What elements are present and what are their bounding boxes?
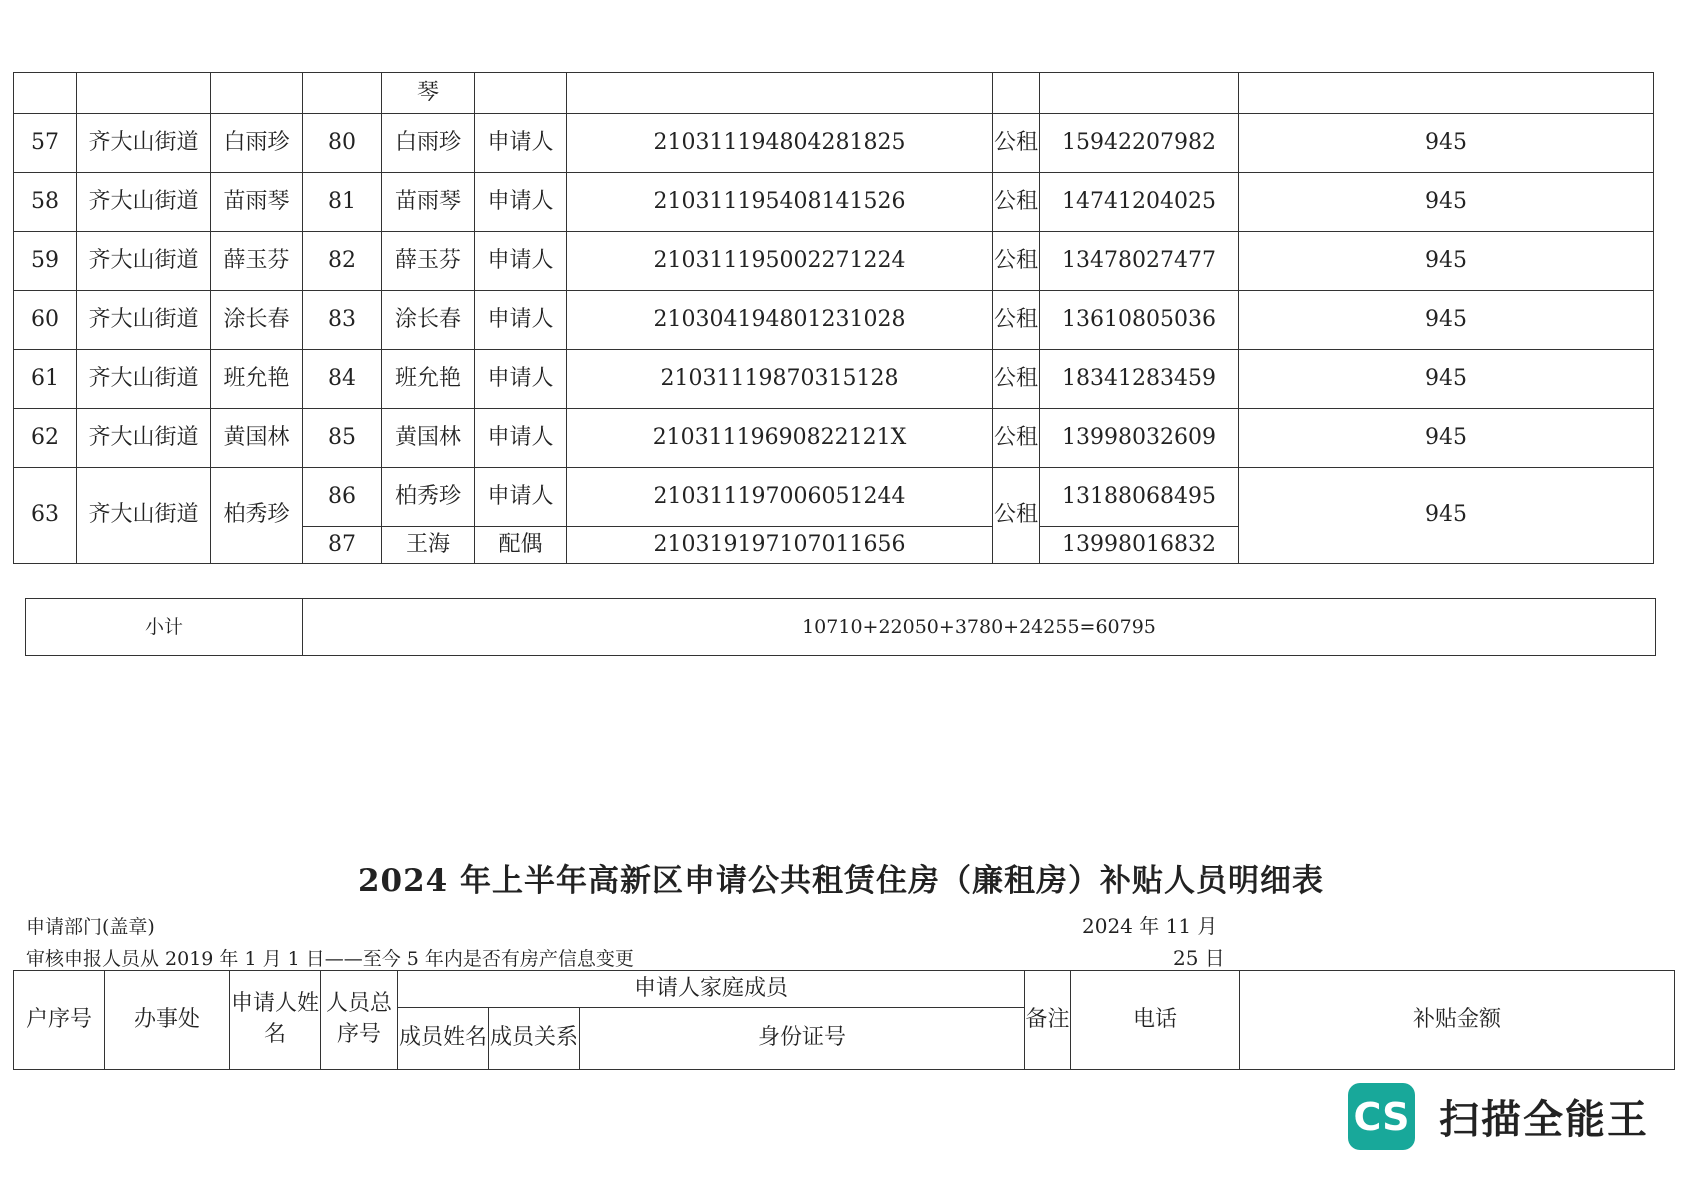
cell <box>993 73 1040 114</box>
phone-cell: 14741204025 <box>1040 173 1239 232</box>
phone-cell: 18341283459 <box>1040 350 1239 409</box>
header-member-name: 成员姓名 <box>398 1008 489 1070</box>
total-no-cell: 84 <box>303 350 382 409</box>
phone-cell: 13188068495 <box>1040 468 1239 527</box>
member-name-cell: 涂长春 <box>382 291 475 350</box>
member-relation-cell: 申请人 <box>475 114 567 173</box>
member-name-cell: 柏秀珍 <box>382 468 475 527</box>
office-cell: 齐大山街道 <box>77 114 211 173</box>
phone-cell: 13998016832 <box>1040 527 1239 564</box>
applicant-name-cell: 班允艳 <box>211 350 303 409</box>
total-no-cell: 85 <box>303 409 382 468</box>
cell <box>303 73 382 114</box>
id-number-cell: 210311195408141526 <box>567 173 993 232</box>
amount-cell: 945 <box>1239 409 1654 468</box>
applicant-name-cell: 苗雨琴 <box>211 173 303 232</box>
total-no-cell: 86 <box>303 468 382 527</box>
member-name-cell: 白雨珍 <box>382 114 475 173</box>
member-relation-cell: 配偶 <box>475 527 567 564</box>
total-no-cell: 87 <box>303 527 382 564</box>
household-no-cell: 62 <box>14 409 77 468</box>
office-cell: 齐大山街道 <box>77 232 211 291</box>
total-no-cell: 80 <box>303 114 382 173</box>
amount-cell: 945 <box>1239 232 1654 291</box>
table-row <box>14 409 1654 468</box>
member-relation-cell: 申请人 <box>475 232 567 291</box>
applicant-name-cell: 柏秀珍 <box>211 468 303 564</box>
phone-cell: 13998032609 <box>1040 409 1239 468</box>
header-total-no: 人员总序号 <box>321 971 398 1070</box>
id-number-cell: 210311197006051244 <box>567 468 993 527</box>
member-name-cell: 薛玉芬 <box>382 232 475 291</box>
subtotal-label: 小计 <box>26 599 303 656</box>
applicant-name-cell: 涂长春 <box>211 291 303 350</box>
table-row <box>14 173 1654 232</box>
cell <box>567 73 993 114</box>
header-id-no: 身份证号 <box>580 1008 1025 1070</box>
office-cell: 齐大山街道 <box>77 173 211 232</box>
total-no-cell: 81 <box>303 173 382 232</box>
household-no-cell: 58 <box>14 173 77 232</box>
member-name-cell: 黄国林 <box>382 409 475 468</box>
cell <box>1239 73 1654 114</box>
subsidy-table-top <box>13 72 1654 564</box>
household-no-cell: 57 <box>14 114 77 173</box>
phone-cell: 13610805036 <box>1040 291 1239 350</box>
audit-label: 审核申报人员从 2019 年 1 月 1 日——至今 5 年内是否有房产信息变更 <box>26 948 634 970</box>
cell <box>77 73 211 114</box>
member-relation-cell: 申请人 <box>475 173 567 232</box>
applicant-name-cell: 白雨珍 <box>211 114 303 173</box>
id-number-cell: 210311194804281825 <box>567 114 993 173</box>
id-number-cell: 210319197107011656 <box>567 527 993 564</box>
day-label: 25 日 <box>1173 946 1225 970</box>
camscanner-watermark <box>1348 1083 1649 1150</box>
amount-cell: 945 <box>1239 173 1654 232</box>
amount-cell: 945 <box>1239 114 1654 173</box>
member-name-cell: 王海 <box>382 527 475 564</box>
date-label: 2024 年 11 月 <box>1082 914 1218 938</box>
id-number-cell: 21031119690822121X <box>567 409 993 468</box>
header-family-group: 申请人家庭成员 <box>398 971 1025 1008</box>
applicant-name-cell: 薛玉芬 <box>211 232 303 291</box>
household-no-cell: 60 <box>14 291 77 350</box>
header-amount: 补贴金额 <box>1240 971 1675 1070</box>
phone-cell: 13478027477 <box>1040 232 1239 291</box>
subtotal-value: 10710+22050+3780+24255=60795 <box>303 599 1656 656</box>
phone-cell: 15942207982 <box>1040 114 1239 173</box>
member-name-cell: 琴 <box>382 73 475 114</box>
header-household-no: 户序号 <box>14 971 105 1070</box>
household-no-cell: 59 <box>14 232 77 291</box>
cell <box>475 73 567 114</box>
note-cell: 公租 <box>993 409 1040 468</box>
office-cell: 齐大山街道 <box>77 409 211 468</box>
cell <box>1040 73 1239 114</box>
table-row <box>14 114 1654 173</box>
member-name-cell: 苗雨琴 <box>382 173 475 232</box>
note-cell: 公租 <box>993 291 1040 350</box>
table-row <box>14 468 1654 527</box>
note-cell: 公租 <box>993 232 1040 291</box>
cell <box>14 73 77 114</box>
camscanner-logo-icon: CS <box>1348 1083 1415 1150</box>
watermark-text: 扫描全能王 <box>1439 1097 1649 1143</box>
table-row <box>14 232 1654 291</box>
table-row <box>14 73 1654 114</box>
household-no-cell: 61 <box>14 350 77 409</box>
id-number-cell: 21031119870315128 <box>567 350 993 409</box>
subtotal-table <box>25 598 1656 656</box>
total-no-cell: 83 <box>303 291 382 350</box>
applicant-name-cell: 黄国林 <box>211 409 303 468</box>
note-cell: 公租 <box>993 114 1040 173</box>
amount-cell: 945 <box>1239 291 1654 350</box>
amount-cell: 945 <box>1239 350 1654 409</box>
member-relation-cell: 申请人 <box>475 468 567 527</box>
table-row <box>14 350 1654 409</box>
note-cell: 公租 <box>993 173 1040 232</box>
household-no-cell: 63 <box>14 468 77 564</box>
member-name-cell: 班允艳 <box>382 350 475 409</box>
note-cell: 公租 <box>993 468 1040 564</box>
office-cell: 齐大山街道 <box>77 468 211 564</box>
note-cell: 公租 <box>993 350 1040 409</box>
cell <box>211 73 303 114</box>
header-office: 办事处 <box>105 971 230 1070</box>
subtotal-row <box>26 599 1656 656</box>
member-relation-cell: 申请人 <box>475 350 567 409</box>
header-table <box>13 970 1675 1070</box>
office-cell: 齐大山街道 <box>77 291 211 350</box>
page-title: 2024 年上半年高新区申请公共租赁住房（廉租房）补贴人员明细表 <box>357 863 1325 899</box>
header-phone: 电话 <box>1071 971 1240 1070</box>
member-relation-cell: 申请人 <box>475 291 567 350</box>
id-number-cell: 210304194801231028 <box>567 291 993 350</box>
amount-cell: 945 <box>1239 468 1654 564</box>
office-cell: 齐大山街道 <box>77 350 211 409</box>
member-relation-cell: 申请人 <box>475 409 567 468</box>
total-no-cell: 82 <box>303 232 382 291</box>
header-note: 备注 <box>1025 971 1071 1070</box>
header-applicant-name: 申请人姓名 <box>230 971 321 1070</box>
header-row <box>14 971 1675 1008</box>
dept-label: 申请部门(盖章) <box>26 916 155 938</box>
header-member-relation: 成员关系 <box>489 1008 580 1070</box>
table-row <box>14 291 1654 350</box>
id-number-cell: 210311195002271224 <box>567 232 993 291</box>
